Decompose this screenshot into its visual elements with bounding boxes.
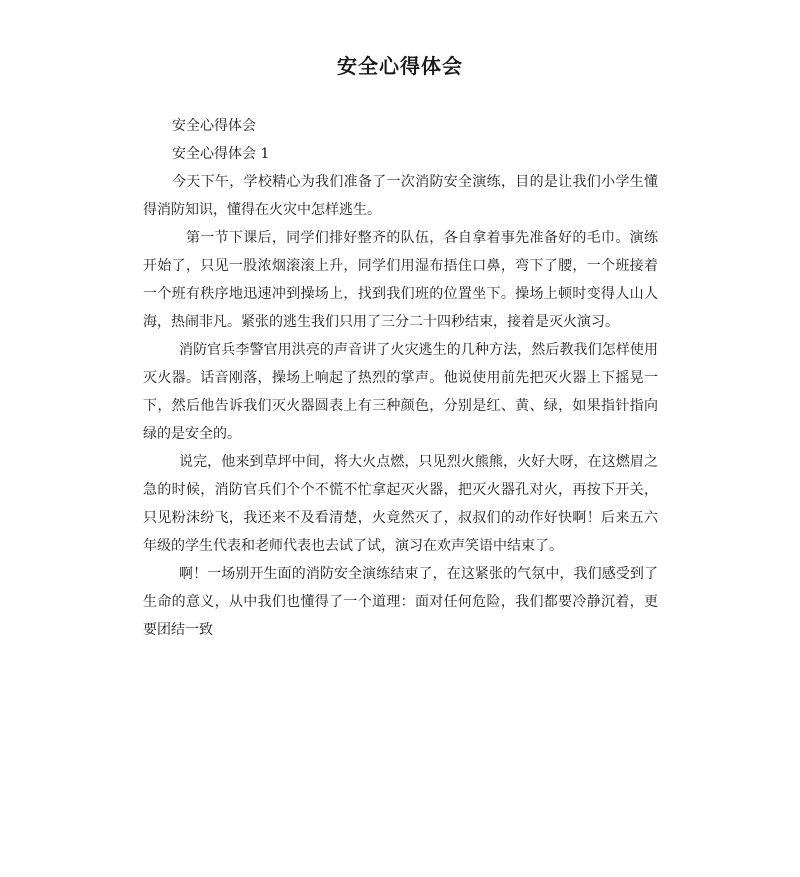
paragraph-intro: 今天下午，学校精心为我们准备了一次消防安全演练，目的是让我们小学生懂得消防知识，懂得在火灾中怎样逃生。 xyxy=(143,174,658,218)
paragraph-extinguisher: 消防官兵李警官用洪亮的声音讲了火灾逃生的几种方法，然后教我们怎样使用灭火器。话音刚落，操场上响起了热烈的掌声。他说使用前先把灭火器上下摇晃一下，然后他告诉我们灭火器圆表上有三种颜色，分别是红、黄、绿，如果指针指向绿的是安全的。 xyxy=(143,342,658,442)
document-title: 安全心得体会 xyxy=(337,54,463,78)
paragraph-subheading: 安全心得体会 1 xyxy=(172,146,270,162)
paragraph-demonstration: 说完，他来到草坪中间，将大火点燃，只见烈火熊熊，火好大呀，在这燃眉之急的时候，消防官兵们个个不慌不忙拿起灭火器，把灭火器孔对火，再按下开关，只见粉沫纷飞，我还来不及看清楚，火竟然灭了，叔叔们的动作好快啊！后来五六年级的学生代表和老师代表也去试了试，演习在欢声笑语中结束了。 xyxy=(143,454,658,554)
paragraph-evacuation: 第一节下课后，同学们排好整齐的队伍，各自拿着事先准备好的毛巾。演练开始了，只见一股浓烟滚滚上升，同学们用湿布捂住口鼻，弯下了腰，一个班接着一个班有秩序地迅速冲到操场上，找到我们班的位置坐下。操场上顿时变得人山人海，热闹非凡。紧张的逃生我们只用了三分二十四秒结束，接着是灭火演习。 xyxy=(143,230,658,330)
paragraph-conclusion: 啊！一场别开生面的消防安全演练结束了，在这紧张的气氛中，我们感受到了生命的意义，从中我们也懂得了一个道理：面对任何危险，我们都要冷静沉着，更要团结一致 xyxy=(143,566,658,638)
document-body xyxy=(143,112,658,644)
paragraph-heading: 安全心得体会 xyxy=(172,118,256,134)
